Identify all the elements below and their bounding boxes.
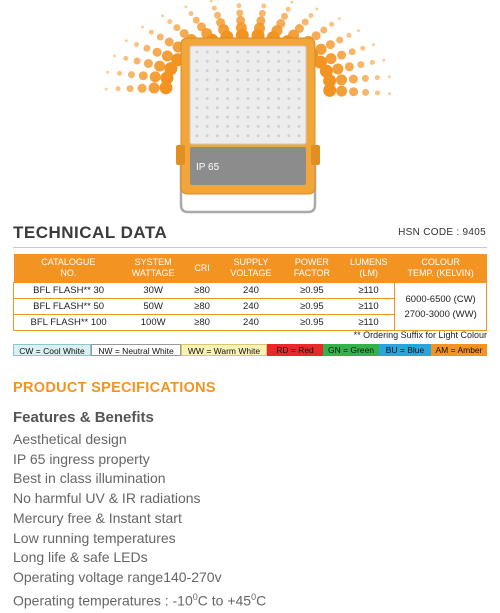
list-item: Long life & safe LEDs [13,549,148,566]
decorative-dot [162,51,173,62]
list-item: Best in class illumination [13,470,166,487]
led-dot [206,116,209,119]
decorative-dot [309,13,314,18]
list-item: Operating voltage range140-270v [13,568,222,585]
decorative-dot [349,75,358,84]
led-dot [277,88,280,91]
led-dot [206,51,209,54]
decorative-dot [153,48,162,57]
decorative-dot [337,51,346,60]
led-dot [236,134,239,137]
led-dot [226,78,229,81]
led-dot [226,125,229,128]
decorative-dot [320,27,327,34]
decorative-dot [167,19,172,24]
led-dot [277,51,280,54]
cell-lumens: ≥110 [343,315,395,331]
decorative-dot [362,89,369,96]
led-dot [247,88,250,91]
decorative-dot [123,56,128,61]
led-dot [247,106,250,109]
decorative-dot [150,71,161,82]
decorative-dot [216,18,225,27]
led-dot [277,116,280,119]
cell-power-factor: ≥0.95 [281,283,343,299]
led-dot [206,134,209,137]
hsn-code: HSN CODE : 9405 [398,227,486,238]
led-dot [236,78,239,81]
decorative-dot [139,71,148,80]
cell-voltage: 240 [221,315,281,331]
legend-warm-white: WW = Warm White [181,344,267,356]
decorative-dot [105,88,108,91]
led-dot [277,134,280,137]
decorative-dot [326,40,335,49]
decorative-dot [212,6,217,11]
led-dot [226,60,229,63]
decorative-dot [362,75,369,82]
cell-lumens: ≥110 [343,299,395,315]
decorative-dot [347,33,352,38]
led-dot [236,69,239,72]
decorative-dot [370,60,375,65]
led-dot [247,78,250,81]
decorative-dot [375,75,380,80]
decorative-dot [338,17,341,20]
cell-catalogue: BFL FLASH** 100 [14,315,124,331]
led-dot [267,51,270,54]
decorative-dot [128,71,135,78]
led-dot [226,69,229,72]
decorative-dot [290,1,293,4]
led-dot [226,116,229,119]
decorative-dot [286,7,291,12]
decorative-dot [134,42,139,47]
led-dot [267,78,270,81]
decorative-dot [157,34,164,41]
legend-blue: BU = Blue [379,344,431,356]
cell-wattage: 100W [123,315,183,331]
decorative-dot [295,24,304,33]
led-dot [196,97,199,100]
led-dot [216,60,219,63]
decorative-dot [326,53,337,64]
led-dot [206,69,209,72]
decorative-dot [336,74,347,85]
decorative-dot [349,87,358,96]
led-dot [287,125,290,128]
led-dot [236,116,239,119]
led-dot [216,125,219,128]
led-dot [206,78,209,81]
led-dot [257,51,260,54]
decorative-dot [357,61,364,68]
led-dot [196,88,199,91]
list-item: Mercury free & Instant start [13,509,182,526]
led-dot [196,106,199,109]
legend-red: RD = Red [267,344,323,356]
led-dot [196,125,199,128]
cell-cri: ≥80 [183,315,221,331]
colour-legend [13,344,487,356]
led-dot [206,97,209,100]
led-dot [267,125,270,128]
led-dot [226,134,229,137]
features-heading: Features & Benefits [13,409,154,426]
led-dot [287,69,290,72]
ordering-suffix-note: ** Ordering Suffix for Light Colour [353,330,487,340]
decorative-dot [165,38,174,47]
led-dot [287,106,290,109]
header-cri: CRI [183,254,221,283]
led-dot [298,125,301,128]
decorative-dot [357,29,360,32]
led-dot [267,69,270,72]
led-dot [236,106,239,109]
ip-badge: IP 65 [196,162,220,173]
led-dot [257,88,260,91]
divider [13,247,487,248]
decorative-dot [160,81,173,94]
led-dot [247,116,250,119]
decorative-dot [113,54,116,57]
cell-wattage: 50W [123,299,183,315]
led-dot [298,88,301,91]
led-dot [298,69,301,72]
header-colour-temp: COLOUR TEMP. (KELVIN) [395,254,487,283]
led-dot [236,88,239,91]
decorative-dot [180,29,189,38]
decorative-dot [106,71,109,74]
list-item: Operating temperatures : $-10^0C$ to $+45^0C$ [13,591,267,609]
led-dot [226,106,229,109]
decorative-dot [336,86,347,97]
led-dot [206,125,209,128]
led-dot [267,97,270,100]
spec-table [13,254,487,331]
led-dot [216,116,219,119]
led-dot [216,97,219,100]
led-dot [216,69,219,72]
decorative-dot [161,14,164,17]
decorative-dot [345,62,354,71]
led-dot [267,60,270,63]
decorative-dot [141,26,144,29]
led-dot [247,97,250,100]
decorative-dot [388,92,391,95]
decorative-dot [372,43,375,46]
led-dot [287,116,290,119]
led-dot [257,125,260,128]
decorative-dot [281,13,288,20]
led-dot [267,134,270,137]
decorative-dot [214,12,221,19]
led-dot [298,106,301,109]
led-dot [247,134,250,137]
led-dot [287,51,290,54]
decorative-dot [197,22,206,31]
cell-voltage: 240 [221,283,281,299]
cell-catalogue: BFL FLASH** 50 [14,299,124,315]
led-dot [247,60,250,63]
led-dot [196,116,199,119]
led-dot [298,60,301,63]
led-dot [206,60,209,63]
header-voltage: SUPPLY VOLTAGE [221,254,281,283]
decorative-dot [125,39,128,42]
led-dot [216,88,219,91]
led-dot [216,106,219,109]
header-power-factor: POWER FACTOR [281,254,343,283]
list-item: Low running temperatures [13,529,176,546]
decorative-dot [256,16,265,25]
decorative-dot [316,44,327,55]
led-dot [298,51,301,54]
legend-cool-white: CW = Cool White [13,344,91,356]
decorative-dot [388,75,391,78]
legend-amber: AM = Amber [431,344,487,356]
led-dot [257,69,260,72]
led-dot [277,97,280,100]
header-catalogue: CATALOGUE NO. [14,254,124,283]
list-item: No harmful UV & IR radiations [13,490,201,507]
decorative-dot [117,71,122,76]
led-dot [287,88,290,91]
led-dot [206,106,209,109]
cell-voltage: 240 [221,299,281,315]
led-dot [277,69,280,72]
decorative-dot [174,24,181,31]
decorative-dot [236,10,243,17]
decorative-dot [138,84,147,93]
led-dot [247,125,250,128]
led-dot [226,88,229,91]
led-dot [196,69,199,72]
led-dot [257,116,260,119]
led-dot [257,106,260,109]
led-dot [267,106,270,109]
led-dot [257,60,260,63]
section-title-technical: TECHNICAL DATA [13,223,168,242]
decorative-dot [375,91,380,96]
decorative-dot [360,46,365,51]
decorative-dot [189,11,194,16]
product-image [0,0,500,218]
decorative-dot [116,86,121,91]
feature-list [13,430,266,611]
cell-catalogue: BFL FLASH** 30 [14,283,124,299]
led-dot [196,134,199,137]
decorative-dot [154,61,165,72]
led-dot [267,116,270,119]
decorative-dot [259,10,266,17]
led-dot [236,60,239,63]
decorative-dot [127,85,134,92]
led-dot [236,51,239,54]
decorative-dot [144,59,153,68]
led-dot [298,78,301,81]
decorative-dot [236,3,241,8]
decorative-dot [349,48,356,55]
decorative-dot [184,5,187,8]
cell-power-factor: ≥0.95 [281,299,343,315]
cell-cri: ≥80 [183,299,221,315]
led-dot [287,60,290,63]
led-dot [267,88,270,91]
led-dot [287,97,290,100]
led-dot [257,78,260,81]
decorative-dot [302,19,309,26]
led-dot [247,51,250,54]
decorative-dot [143,45,150,52]
decorative-dot [210,0,213,3]
led-dot [196,78,199,81]
led-dot [277,60,280,63]
led-dot [298,134,301,137]
section-title-product: PRODUCT SPECIFICATIONS [13,380,216,396]
led-dot [196,60,199,63]
cell-wattage: 30W [123,283,183,299]
led-dot [257,97,260,100]
cell-power-factor: ≥0.95 [281,315,343,331]
decorative-dot [193,17,200,24]
decorative-dot [236,16,245,25]
header-wattage: SYSTEM WATTAGE [123,254,183,283]
list-item: IP 65 ingress property [13,450,150,467]
cell-colour-temp: 6000-6500 (CW) 2700-3000 (WW) [395,283,487,331]
decorative-dot [382,59,385,62]
led-dot [236,125,239,128]
table-row [14,283,487,299]
led-dot [257,134,260,137]
led-dot [247,69,250,72]
led-dot [298,97,301,100]
led-dot [216,78,219,81]
legend-green: GN = Green [323,344,379,356]
led-dot [226,97,229,100]
header-lumens: LUMENS (LM) [343,254,395,283]
led-dot [277,78,280,81]
decorative-dot [134,58,141,65]
decorative-dot [329,22,334,27]
list-item: Aesthetical design [13,431,127,447]
led-dot [298,116,301,119]
led-dot [196,51,199,54]
decorative-dot [276,19,285,28]
legend-neutral-white: NW = Neutral White [91,344,181,356]
led-dot [236,97,239,100]
led-dot [206,88,209,91]
led-dot [216,134,219,137]
decorative-dot [336,37,343,44]
decorative-dot [149,30,154,35]
led-dot [216,51,219,54]
led-dot [226,51,229,54]
led-dot [287,134,290,137]
led-dot [277,125,280,128]
cell-lumens: ≥110 [343,283,395,299]
decorative-dot [315,8,318,11]
decorative-dot [261,4,266,9]
table-header-row [14,254,487,283]
led-dot [277,106,280,109]
decorative-dot [332,64,343,75]
led-dot [287,78,290,81]
cell-cri: ≥80 [183,283,221,299]
decorative-dot [149,83,160,94]
